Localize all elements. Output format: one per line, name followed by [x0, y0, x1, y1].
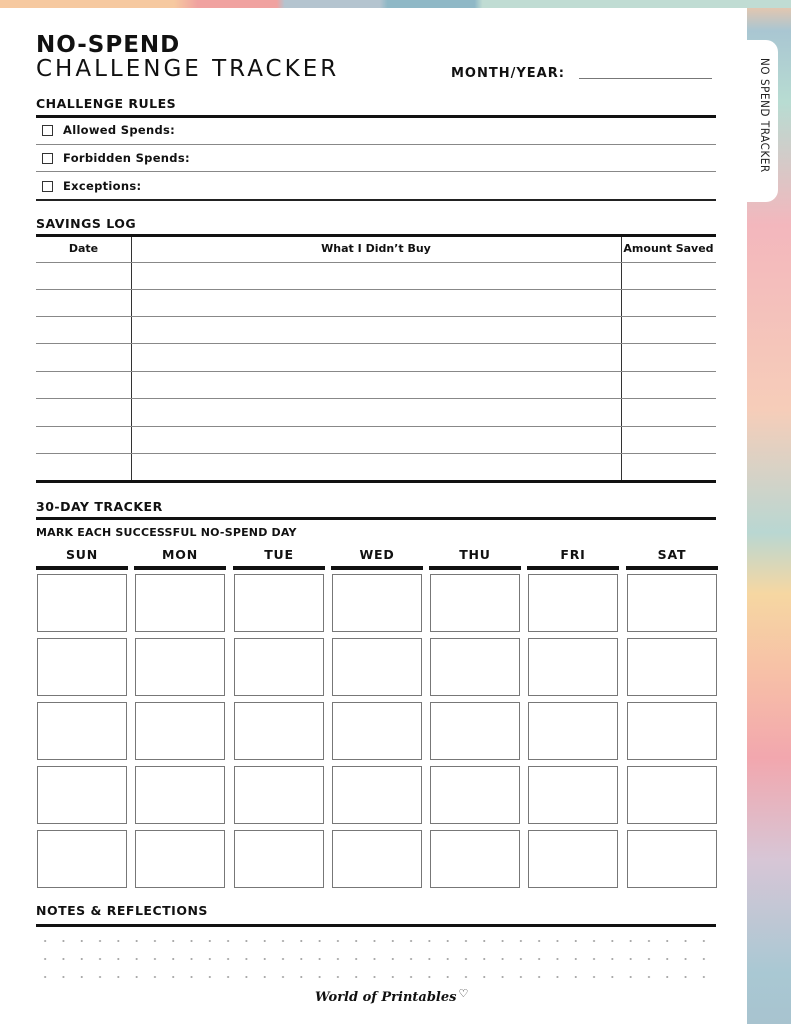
- section-divider: [36, 517, 716, 520]
- background-pastel-strip: [0, 0, 791, 8]
- day-header-mon: MON: [162, 547, 198, 562]
- day-cell-fri-week1[interactable]: [528, 574, 618, 632]
- column-header-amount: Amount Saved: [623, 242, 714, 255]
- day-cell-wed-week2[interactable]: [332, 638, 422, 696]
- day-header-sat: SAT: [657, 547, 687, 562]
- side-tab-label: NO SPEND TRACKER: [758, 58, 772, 173]
- day-cell-wed-week1[interactable]: [332, 574, 422, 632]
- day-underline: [331, 566, 423, 570]
- section-divider: [36, 924, 716, 927]
- brand-name: World of Printables: [315, 990, 457, 1005]
- day-cell-wed-week4[interactable]: [332, 766, 422, 824]
- column-divider: [621, 237, 622, 483]
- day-cell-sun-week2[interactable]: [37, 638, 127, 696]
- table-row[interactable]: [36, 453, 716, 454]
- day-header-fri: FRI: [560, 547, 586, 562]
- day-header-thu: THU: [459, 547, 491, 562]
- section-divider: [36, 199, 716, 201]
- day-cell-fri-week2[interactable]: [528, 638, 618, 696]
- notes-heading: NOTES & REFLECTIONS: [36, 903, 208, 918]
- day-cell-tue-week2[interactable]: [234, 638, 324, 696]
- day-cell-thu-week4[interactable]: [430, 766, 520, 824]
- checkbox-icon[interactable]: [42, 181, 53, 192]
- heart-icon: ♡: [458, 987, 469, 1000]
- day-cell-sat-week3[interactable]: [627, 702, 717, 760]
- brand-logo: [315, 987, 468, 1005]
- table-row[interactable]: [36, 398, 716, 399]
- day-cell-wed-week5[interactable]: [332, 830, 422, 888]
- notes-dot-grid[interactable]: [36, 932, 716, 982]
- day-header-sun: SUN: [65, 547, 98, 562]
- day-cell-tue-week3[interactable]: [234, 702, 324, 760]
- day-cell-tue-week4[interactable]: [234, 766, 324, 824]
- column-divider: [131, 237, 132, 483]
- day-cell-sat-week4[interactable]: [627, 766, 717, 824]
- rule-item-forbidden[interactable]: [42, 151, 190, 165]
- rule-label: Allowed Spends:: [63, 123, 176, 137]
- challenge-rules-heading: CHALLENGE RULES: [36, 96, 177, 111]
- day-underline: [626, 566, 718, 570]
- day-cell-thu-week2[interactable]: [430, 638, 520, 696]
- day-cell-sat-week2[interactable]: [627, 638, 717, 696]
- month-year-label: MONTH/YEAR:: [451, 66, 565, 81]
- savings-log-table: [36, 237, 716, 483]
- day-cell-thu-week5[interactable]: [430, 830, 520, 888]
- day-cell-sat-week5[interactable]: [627, 830, 717, 888]
- page-title-line1: NO-SPEND: [36, 32, 181, 58]
- rule-label: Forbidden Spends:: [63, 151, 190, 165]
- day-cell-mon-week5[interactable]: [135, 830, 225, 888]
- tracker-subheading: MARK EACH SUCCESSFUL NO-SPEND DAY: [36, 526, 297, 539]
- day-cell-thu-week1[interactable]: [430, 574, 520, 632]
- day-underline: [429, 566, 521, 570]
- day-cell-fri-week5[interactable]: [528, 830, 618, 888]
- table-row[interactable]: [36, 371, 716, 372]
- savings-log-heading: SAVINGS LOG: [36, 216, 137, 231]
- table-row[interactable]: [36, 316, 716, 317]
- column-header-date: Date: [68, 242, 99, 255]
- day-cell-sat-week1[interactable]: [627, 574, 717, 632]
- checkbox-icon[interactable]: [42, 153, 53, 164]
- day-header-wed: WED: [359, 547, 395, 562]
- day-cell-wed-week3[interactable]: [332, 702, 422, 760]
- day-cell-mon-week4[interactable]: [135, 766, 225, 824]
- day-cell-sun-week1[interactable]: [37, 574, 127, 632]
- column-header-item: What I Didn’t Buy: [321, 242, 431, 255]
- table-row[interactable]: [36, 262, 716, 263]
- day-header-tue: TUE: [264, 547, 294, 562]
- page-title-line2: CHALLENGE TRACKER: [36, 56, 340, 82]
- day-underline: [134, 566, 226, 570]
- table-row[interactable]: [36, 343, 716, 344]
- table-bottom-rule: [36, 480, 716, 483]
- day-cell-tue-week1[interactable]: [234, 574, 324, 632]
- tracker-heading: 30-DAY TRACKER: [36, 499, 163, 514]
- day-cell-tue-week5[interactable]: [234, 830, 324, 888]
- day-cell-sun-week3[interactable]: [37, 702, 127, 760]
- rule-label: Exceptions:: [63, 179, 142, 193]
- rule-item-exceptions[interactable]: [42, 179, 141, 193]
- day-cell-thu-week3[interactable]: [430, 702, 520, 760]
- day-cell-mon-week3[interactable]: [135, 702, 225, 760]
- table-row[interactable]: [36, 289, 716, 290]
- section-divider: [36, 115, 716, 118]
- day-cell-mon-week1[interactable]: [135, 574, 225, 632]
- day-cell-fri-week3[interactable]: [528, 702, 618, 760]
- day-cell-mon-week2[interactable]: [135, 638, 225, 696]
- day-cell-sun-week5[interactable]: [37, 830, 127, 888]
- day-cell-sun-week4[interactable]: [37, 766, 127, 824]
- table-row[interactable]: [36, 426, 716, 427]
- month-year-field[interactable]: [579, 78, 712, 79]
- rule-item-allowed[interactable]: [42, 123, 175, 137]
- day-underline: [527, 566, 619, 570]
- day-underline: [36, 566, 128, 570]
- row-divider: [36, 144, 716, 145]
- day-cell-fri-week4[interactable]: [528, 766, 618, 824]
- checkbox-icon[interactable]: [42, 125, 53, 136]
- row-divider: [36, 171, 716, 172]
- day-underline: [233, 566, 325, 570]
